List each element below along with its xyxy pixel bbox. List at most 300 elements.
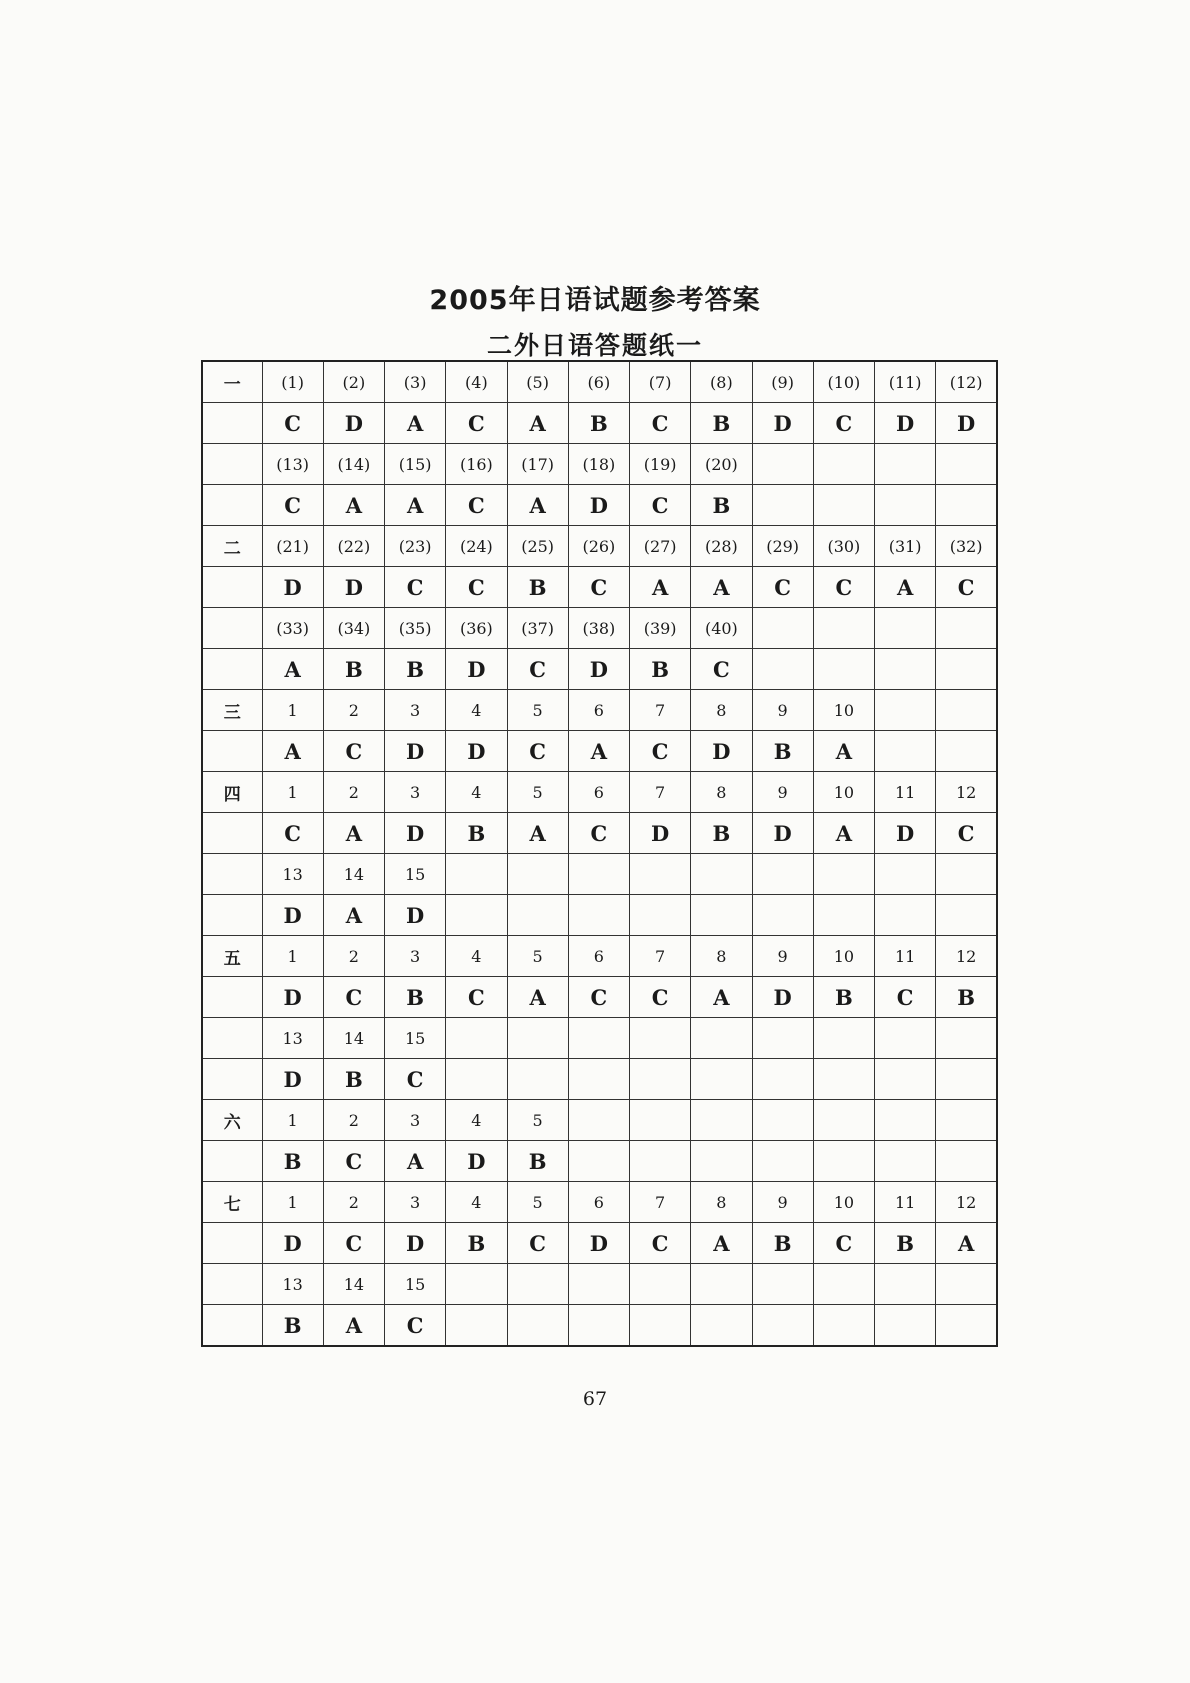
answer-row xyxy=(202,731,997,772)
answer-cell: C xyxy=(630,1223,691,1264)
answer-cell: C xyxy=(813,567,874,608)
question-number-row xyxy=(202,608,997,649)
section-label xyxy=(202,608,262,649)
answer-cell: C xyxy=(507,731,568,772)
answer-cell: D xyxy=(752,403,813,444)
question-number-cell xyxy=(875,854,936,895)
question-number-cell: 8 xyxy=(691,772,752,813)
question-number-cell: (31) xyxy=(875,526,936,567)
answer-cell xyxy=(875,1059,936,1100)
answer-cell xyxy=(813,1141,874,1182)
answer-row xyxy=(202,1141,997,1182)
question-number-cell: (4) xyxy=(446,361,507,403)
question-number-cell: 3 xyxy=(385,690,446,731)
question-number-cell: 4 xyxy=(446,1100,507,1141)
answer-cell: B xyxy=(752,731,813,772)
answer-cell xyxy=(813,895,874,936)
answer-cell: C xyxy=(875,977,936,1018)
answer-cell: A xyxy=(385,485,446,526)
answer-cell xyxy=(630,1141,691,1182)
question-number-cell: (32) xyxy=(936,526,997,567)
answer-cell: A xyxy=(875,567,936,608)
answer-cell: A xyxy=(507,485,568,526)
section-label xyxy=(202,1018,262,1059)
question-number-cell: 12 xyxy=(936,1182,997,1223)
question-number-cell: (20) xyxy=(691,444,752,485)
question-number-cell xyxy=(752,1100,813,1141)
answer-row xyxy=(202,813,997,854)
question-number-cell xyxy=(568,854,629,895)
answer-cell: B xyxy=(752,1223,813,1264)
answer-cell xyxy=(630,895,691,936)
answer-cell xyxy=(752,1305,813,1347)
question-number-cell: (6) xyxy=(568,361,629,403)
question-number-cell xyxy=(875,690,936,731)
answer-cell xyxy=(446,1305,507,1347)
question-number-cell xyxy=(446,1018,507,1059)
answer-cell: A xyxy=(813,731,874,772)
question-number-cell: (38) xyxy=(568,608,629,649)
answer-cell: C xyxy=(446,977,507,1018)
answer-cell: D xyxy=(262,567,323,608)
question-number-cell: (24) xyxy=(446,526,507,567)
question-number-cell: (28) xyxy=(691,526,752,567)
answer-cell: B xyxy=(691,403,752,444)
question-number-cell: 4 xyxy=(446,936,507,977)
question-number-cell: 13 xyxy=(262,1264,323,1305)
answer-cell: D xyxy=(568,485,629,526)
question-number-row xyxy=(202,690,997,731)
question-number-cell: 9 xyxy=(752,772,813,813)
answer-cell: B xyxy=(262,1141,323,1182)
answer-cell: C xyxy=(385,567,446,608)
question-number-cell xyxy=(936,854,997,895)
question-number-cell: 15 xyxy=(385,1264,446,1305)
question-number-cell: 4 xyxy=(446,1182,507,1223)
answer-cell: D xyxy=(752,977,813,1018)
answer-cell: D xyxy=(385,1223,446,1264)
question-number-cell xyxy=(630,1264,691,1305)
answer-row xyxy=(202,1059,997,1100)
answer-cell: C xyxy=(446,403,507,444)
answer-cell: C xyxy=(568,567,629,608)
section-label: 五 xyxy=(202,936,262,977)
answer-cell: B xyxy=(936,977,997,1018)
question-number-cell: 9 xyxy=(752,936,813,977)
answer-cell: A xyxy=(323,485,384,526)
section-label xyxy=(202,403,262,444)
answer-cell: B xyxy=(446,813,507,854)
question-number-cell: 13 xyxy=(262,1018,323,1059)
question-number-cell: 10 xyxy=(813,690,874,731)
question-number-cell: 15 xyxy=(385,1018,446,1059)
question-number-cell: 9 xyxy=(752,1182,813,1223)
answer-cell xyxy=(507,1059,568,1100)
question-number-cell xyxy=(752,444,813,485)
answer-cell xyxy=(936,1059,997,1100)
section-label xyxy=(202,1141,262,1182)
question-number-cell: (25) xyxy=(507,526,568,567)
answer-cell: A xyxy=(262,649,323,690)
question-number-cell xyxy=(568,1264,629,1305)
section-label: 六 xyxy=(202,1100,262,1141)
answer-cell xyxy=(813,1305,874,1347)
answer-cell: D xyxy=(568,649,629,690)
answer-cell xyxy=(691,1141,752,1182)
answer-table xyxy=(201,360,998,1347)
answer-cell xyxy=(936,731,997,772)
question-number-cell: (16) xyxy=(446,444,507,485)
answer-cell: B xyxy=(630,649,691,690)
answer-cell: D xyxy=(323,567,384,608)
answer-cell: C xyxy=(446,567,507,608)
question-number-cell xyxy=(875,608,936,649)
question-number-cell: 8 xyxy=(691,1182,752,1223)
answer-cell: C xyxy=(323,1223,384,1264)
question-number-cell: 6 xyxy=(568,690,629,731)
question-number-row xyxy=(202,1264,997,1305)
question-number-cell xyxy=(875,444,936,485)
question-number-cell xyxy=(875,1100,936,1141)
question-number-cell xyxy=(875,1264,936,1305)
answer-cell xyxy=(446,895,507,936)
question-number-cell xyxy=(630,1018,691,1059)
question-number-cell xyxy=(936,690,997,731)
answer-cell xyxy=(936,649,997,690)
section-label xyxy=(202,649,262,690)
answer-cell: A xyxy=(323,813,384,854)
question-number-cell: 11 xyxy=(875,936,936,977)
answer-row xyxy=(202,649,997,690)
answer-cell: A xyxy=(385,1141,446,1182)
question-number-cell: (23) xyxy=(385,526,446,567)
answer-cell xyxy=(446,1059,507,1100)
page-title: 2005年日语试题参考答案 xyxy=(429,285,761,316)
answer-cell: C xyxy=(630,977,691,1018)
question-number-cell: 3 xyxy=(385,936,446,977)
answer-cell xyxy=(507,1305,568,1347)
question-number-cell xyxy=(936,608,997,649)
question-number-cell: 10 xyxy=(813,1182,874,1223)
question-number-cell: (7) xyxy=(630,361,691,403)
answer-cell: C xyxy=(385,1059,446,1100)
answer-cell xyxy=(630,1059,691,1100)
answer-cell xyxy=(936,895,997,936)
answer-cell: C xyxy=(752,567,813,608)
answer-cell xyxy=(630,1305,691,1347)
answer-cell xyxy=(813,485,874,526)
answer-cell: A xyxy=(507,977,568,1018)
question-number-cell: (35) xyxy=(385,608,446,649)
answer-cell: B xyxy=(385,649,446,690)
question-number-cell: 4 xyxy=(446,690,507,731)
question-number-cell: 2 xyxy=(323,936,384,977)
answer-cell: C xyxy=(262,813,323,854)
answer-cell: A xyxy=(691,1223,752,1264)
section-label: 二 xyxy=(202,526,262,567)
question-number-cell: (13) xyxy=(262,444,323,485)
question-number-row xyxy=(202,1100,997,1141)
question-number-cell: 12 xyxy=(936,936,997,977)
question-number-cell xyxy=(936,1264,997,1305)
question-number-row xyxy=(202,526,997,567)
question-number-cell xyxy=(936,1100,997,1141)
question-number-cell xyxy=(568,1100,629,1141)
question-number-cell: (3) xyxy=(385,361,446,403)
question-number-cell: (12) xyxy=(936,361,997,403)
question-number-cell xyxy=(752,1264,813,1305)
answer-cell xyxy=(936,485,997,526)
question-number-cell: (39) xyxy=(630,608,691,649)
answer-cell: C xyxy=(568,977,629,1018)
answer-cell xyxy=(875,1141,936,1182)
question-number-cell: 6 xyxy=(568,772,629,813)
answer-cell: D xyxy=(446,649,507,690)
question-number-cell xyxy=(630,1100,691,1141)
answer-cell: D xyxy=(875,813,936,854)
answer-row xyxy=(202,977,997,1018)
answer-table-body xyxy=(202,361,997,1346)
question-number-row xyxy=(202,444,997,485)
question-number-cell xyxy=(752,608,813,649)
section-label xyxy=(202,854,262,895)
question-number-cell: 11 xyxy=(875,1182,936,1223)
question-number-cell: 7 xyxy=(630,1182,691,1223)
question-number-cell: 11 xyxy=(875,772,936,813)
section-label: 七 xyxy=(202,1182,262,1223)
section-label xyxy=(202,1264,262,1305)
answer-cell: C xyxy=(813,403,874,444)
question-number-cell: 14 xyxy=(323,1264,384,1305)
answer-cell: A xyxy=(385,403,446,444)
answer-cell: C xyxy=(385,1305,446,1347)
page-subtitle: 二外日语答题纸一 xyxy=(486,331,703,360)
answer-cell: A xyxy=(936,1223,997,1264)
answer-row xyxy=(202,403,997,444)
question-number-cell: 14 xyxy=(323,854,384,895)
question-number-cell: 3 xyxy=(385,772,446,813)
answer-cell: B xyxy=(262,1305,323,1347)
answer-cell: D xyxy=(936,403,997,444)
answer-cell: C xyxy=(936,813,997,854)
answer-cell: A xyxy=(813,813,874,854)
answer-cell: D xyxy=(691,731,752,772)
question-number-cell xyxy=(568,1018,629,1059)
answer-cell: B xyxy=(691,813,752,854)
section-label: 一 xyxy=(202,361,262,403)
answer-cell xyxy=(568,1059,629,1100)
answer-cell: D xyxy=(385,731,446,772)
question-number-cell xyxy=(630,854,691,895)
question-number-cell xyxy=(813,1100,874,1141)
answer-cell: B xyxy=(875,1223,936,1264)
question-number-cell xyxy=(936,444,997,485)
answer-cell xyxy=(691,1059,752,1100)
answer-cell: D xyxy=(568,1223,629,1264)
question-number-cell: 10 xyxy=(813,936,874,977)
question-number-cell: (30) xyxy=(813,526,874,567)
answer-cell: C xyxy=(323,1141,384,1182)
answer-cell: B xyxy=(446,1223,507,1264)
answer-cell: C xyxy=(630,485,691,526)
question-number-cell xyxy=(507,1018,568,1059)
question-number-cell: 5 xyxy=(507,772,568,813)
answer-cell: C xyxy=(262,403,323,444)
question-number-cell xyxy=(752,1018,813,1059)
answer-cell xyxy=(507,895,568,936)
answer-cell: B xyxy=(568,403,629,444)
question-number-cell: 2 xyxy=(323,772,384,813)
answer-cell: D xyxy=(446,1141,507,1182)
question-number-cell xyxy=(691,1264,752,1305)
question-number-cell: (11) xyxy=(875,361,936,403)
question-number-cell: (19) xyxy=(630,444,691,485)
question-number-cell: 12 xyxy=(936,772,997,813)
question-number-cell xyxy=(813,1264,874,1305)
answer-cell: B xyxy=(691,485,752,526)
question-number-cell: 1 xyxy=(262,1182,323,1223)
answer-cell xyxy=(752,895,813,936)
answer-cell: A xyxy=(507,813,568,854)
question-number-cell: 5 xyxy=(507,1100,568,1141)
question-number-row xyxy=(202,361,997,403)
section-label xyxy=(202,813,262,854)
question-number-cell: (29) xyxy=(752,526,813,567)
answer-cell: C xyxy=(323,977,384,1018)
answer-cell xyxy=(936,1141,997,1182)
answer-cell: B xyxy=(507,1141,568,1182)
question-number-cell: (26) xyxy=(568,526,629,567)
answer-cell: A xyxy=(691,567,752,608)
question-number-cell: 3 xyxy=(385,1100,446,1141)
answer-cell: A xyxy=(568,731,629,772)
question-number-cell: 1 xyxy=(262,1100,323,1141)
answer-cell: D xyxy=(323,403,384,444)
answer-cell: D xyxy=(262,1223,323,1264)
answer-cell: C xyxy=(446,485,507,526)
question-number-cell: (36) xyxy=(446,608,507,649)
answer-cell xyxy=(568,1141,629,1182)
question-number-row xyxy=(202,1182,997,1223)
question-number-cell: 2 xyxy=(323,1182,384,1223)
answer-row xyxy=(202,567,997,608)
answer-cell: A xyxy=(691,977,752,1018)
question-number-cell xyxy=(507,1264,568,1305)
question-number-cell: 10 xyxy=(813,772,874,813)
question-number-cell: 5 xyxy=(507,936,568,977)
section-label xyxy=(202,1059,262,1100)
answer-cell: C xyxy=(630,731,691,772)
section-label: 三 xyxy=(202,690,262,731)
answer-cell: A xyxy=(262,731,323,772)
question-number-cell xyxy=(691,1018,752,1059)
question-number-cell: 1 xyxy=(262,772,323,813)
question-number-cell xyxy=(813,1018,874,1059)
answer-cell: B xyxy=(813,977,874,1018)
question-number-cell: 1 xyxy=(262,690,323,731)
question-number-cell: (14) xyxy=(323,444,384,485)
answer-cell: B xyxy=(507,567,568,608)
question-number-cell: (33) xyxy=(262,608,323,649)
question-number-cell: (18) xyxy=(568,444,629,485)
question-number-cell: 1 xyxy=(262,936,323,977)
question-number-cell: (5) xyxy=(507,361,568,403)
answer-cell xyxy=(875,895,936,936)
question-number-cell xyxy=(813,608,874,649)
question-number-cell: 5 xyxy=(507,1182,568,1223)
answer-cell: B xyxy=(323,649,384,690)
question-number-cell: 6 xyxy=(568,1182,629,1223)
answer-cell: D xyxy=(262,977,323,1018)
question-number-cell: (17) xyxy=(507,444,568,485)
question-number-cell: 7 xyxy=(630,772,691,813)
section-label xyxy=(202,731,262,772)
question-number-cell: 15 xyxy=(385,854,446,895)
answer-cell: C xyxy=(507,1223,568,1264)
answer-row xyxy=(202,485,997,526)
question-number-cell: 2 xyxy=(323,1100,384,1141)
question-number-cell: 14 xyxy=(323,1018,384,1059)
question-number-cell: 4 xyxy=(446,772,507,813)
answer-cell xyxy=(813,1059,874,1100)
question-number-cell xyxy=(875,1018,936,1059)
answer-cell: A xyxy=(630,567,691,608)
section-label xyxy=(202,977,262,1018)
answer-cell: C xyxy=(262,485,323,526)
answer-cell xyxy=(875,731,936,772)
answer-cell: D xyxy=(446,731,507,772)
question-number-cell: 8 xyxy=(691,690,752,731)
question-number-cell: 2 xyxy=(323,690,384,731)
question-number-cell: (2) xyxy=(323,361,384,403)
question-number-cell: (8) xyxy=(691,361,752,403)
answer-cell xyxy=(752,1059,813,1100)
answer-cell: B xyxy=(323,1059,384,1100)
question-number-cell: (27) xyxy=(630,526,691,567)
question-number-cell: 6 xyxy=(568,936,629,977)
question-number-cell xyxy=(691,854,752,895)
answer-cell xyxy=(691,895,752,936)
question-number-cell xyxy=(752,854,813,895)
page-number: 67 xyxy=(582,1388,608,1410)
answer-row xyxy=(202,1223,997,1264)
section-label xyxy=(202,1305,262,1347)
question-number-cell: (34) xyxy=(323,608,384,649)
answer-cell: C xyxy=(691,649,752,690)
question-number-cell: 7 xyxy=(630,690,691,731)
answer-cell xyxy=(875,1305,936,1347)
question-number-cell: (22) xyxy=(323,526,384,567)
answer-cell: D xyxy=(875,403,936,444)
answer-cell xyxy=(936,1305,997,1347)
answer-cell: C xyxy=(813,1223,874,1264)
section-label xyxy=(202,567,262,608)
question-number-cell: (21) xyxy=(262,526,323,567)
answer-cell: A xyxy=(323,895,384,936)
answer-cell xyxy=(568,1305,629,1347)
answer-cell: C xyxy=(323,731,384,772)
question-number-row xyxy=(202,936,997,977)
question-number-cell: (9) xyxy=(752,361,813,403)
answer-cell: C xyxy=(630,403,691,444)
answer-cell xyxy=(875,485,936,526)
question-number-cell xyxy=(813,854,874,895)
question-number-cell xyxy=(507,854,568,895)
answer-row xyxy=(202,895,997,936)
answer-cell xyxy=(752,1141,813,1182)
question-number-cell: (40) xyxy=(691,608,752,649)
question-number-cell: 7 xyxy=(630,936,691,977)
